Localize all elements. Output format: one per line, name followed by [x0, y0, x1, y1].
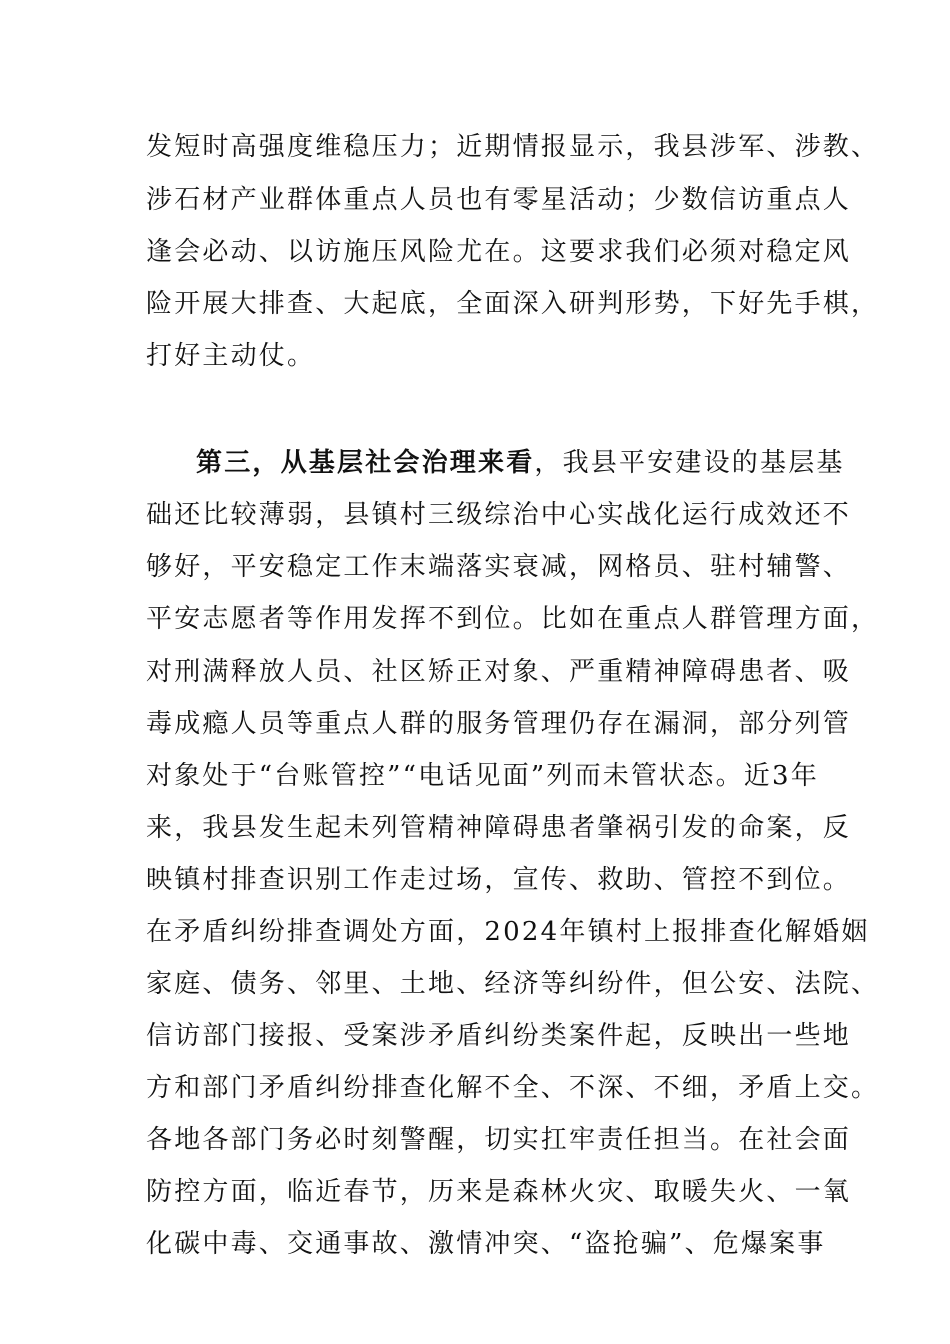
paragraph-2-line-5: 对刑满释放人员、社区矫正对象、严重精神障碍患者、吸	[146, 657, 852, 687]
paragraph-2-line-16: 化碳中毒、交通事故、激情冲突、“盗抢骗”、危爆案事	[146, 1229, 826, 1259]
paragraph-2-line-10: 在矛盾纠纷排查调处方面，2024年镇村上报排查化解婚姻	[146, 917, 870, 947]
paragraph-2-line-12: 信访部门接报、受案涉矛盾纠纷类案件起，反映出一些地	[146, 1021, 852, 1051]
paragraph-2-line-3: 够好，平安稳定工作末端落实衰减，网格员、驻村辅警、	[146, 552, 852, 582]
paragraph-1-line-4: 险开展大排查、大起底，全面深入研判形势，下好先手棋，	[146, 289, 880, 319]
paragraph-2-line-6: 毒成瘾人员等重点人群的服务管理仍存在漏洞，部分列管	[146, 709, 852, 739]
paragraph-2-line-14: 各地各部门务必时刻警醒，切实扛牢责任担当。在社会面	[146, 1125, 852, 1155]
paragraph-1-line-2: 涉石材产业群体重点人员也有零星活动；少数信访重点人	[146, 185, 852, 215]
paragraph-2-line-15: 防控方面，临近春节，历来是森林火灾、取暖失火、一氧	[146, 1177, 852, 1207]
section-heading: 第三，从基层社会治理来看	[196, 448, 535, 478]
paragraph-2-line-9: 映镇村排查识别工作走过场，宣传、救助、管控不到位。	[146, 865, 852, 895]
paragraph-2-line-7: 对象处于“台账管控”“电话见面”列而未管状态。近3年	[146, 761, 819, 791]
paragraph-2-line-11: 家庭、债务、邻里、土地、经济等纠纷件，但公安、法院、	[146, 969, 880, 999]
paragraph-2-line-4: 平安志愿者等作用发挥不到位。比如在重点人群管理方面，	[146, 604, 880, 634]
paragraph-1-line-5: 打好主动仗。	[146, 341, 316, 371]
paragraph-1-line-1: 发短时高强度维稳压力；近期情报显示，我县涉军、涉教、	[146, 132, 880, 162]
paragraph-2-line-2: 础还比较薄弱，县镇村三级综治中心实战化运行成效还不	[146, 500, 852, 530]
paragraph-2-line-1-text: ，我县平安建设的基层基	[534, 448, 845, 478]
paragraph-1-line-3: 逢会必动、以访施压风险尤在。这要求我们必须对稳定风	[146, 237, 852, 267]
paragraph-2-line-13: 方和部门矛盾纠纷排查化解不全、不深、不细，矛盾上交。	[146, 1073, 880, 1103]
paragraph-2-line-8: 来，我县发生起未列管精神障碍患者肇祸引发的命案，反	[146, 813, 852, 843]
paragraph-2-line-1	[196, 446, 845, 480]
